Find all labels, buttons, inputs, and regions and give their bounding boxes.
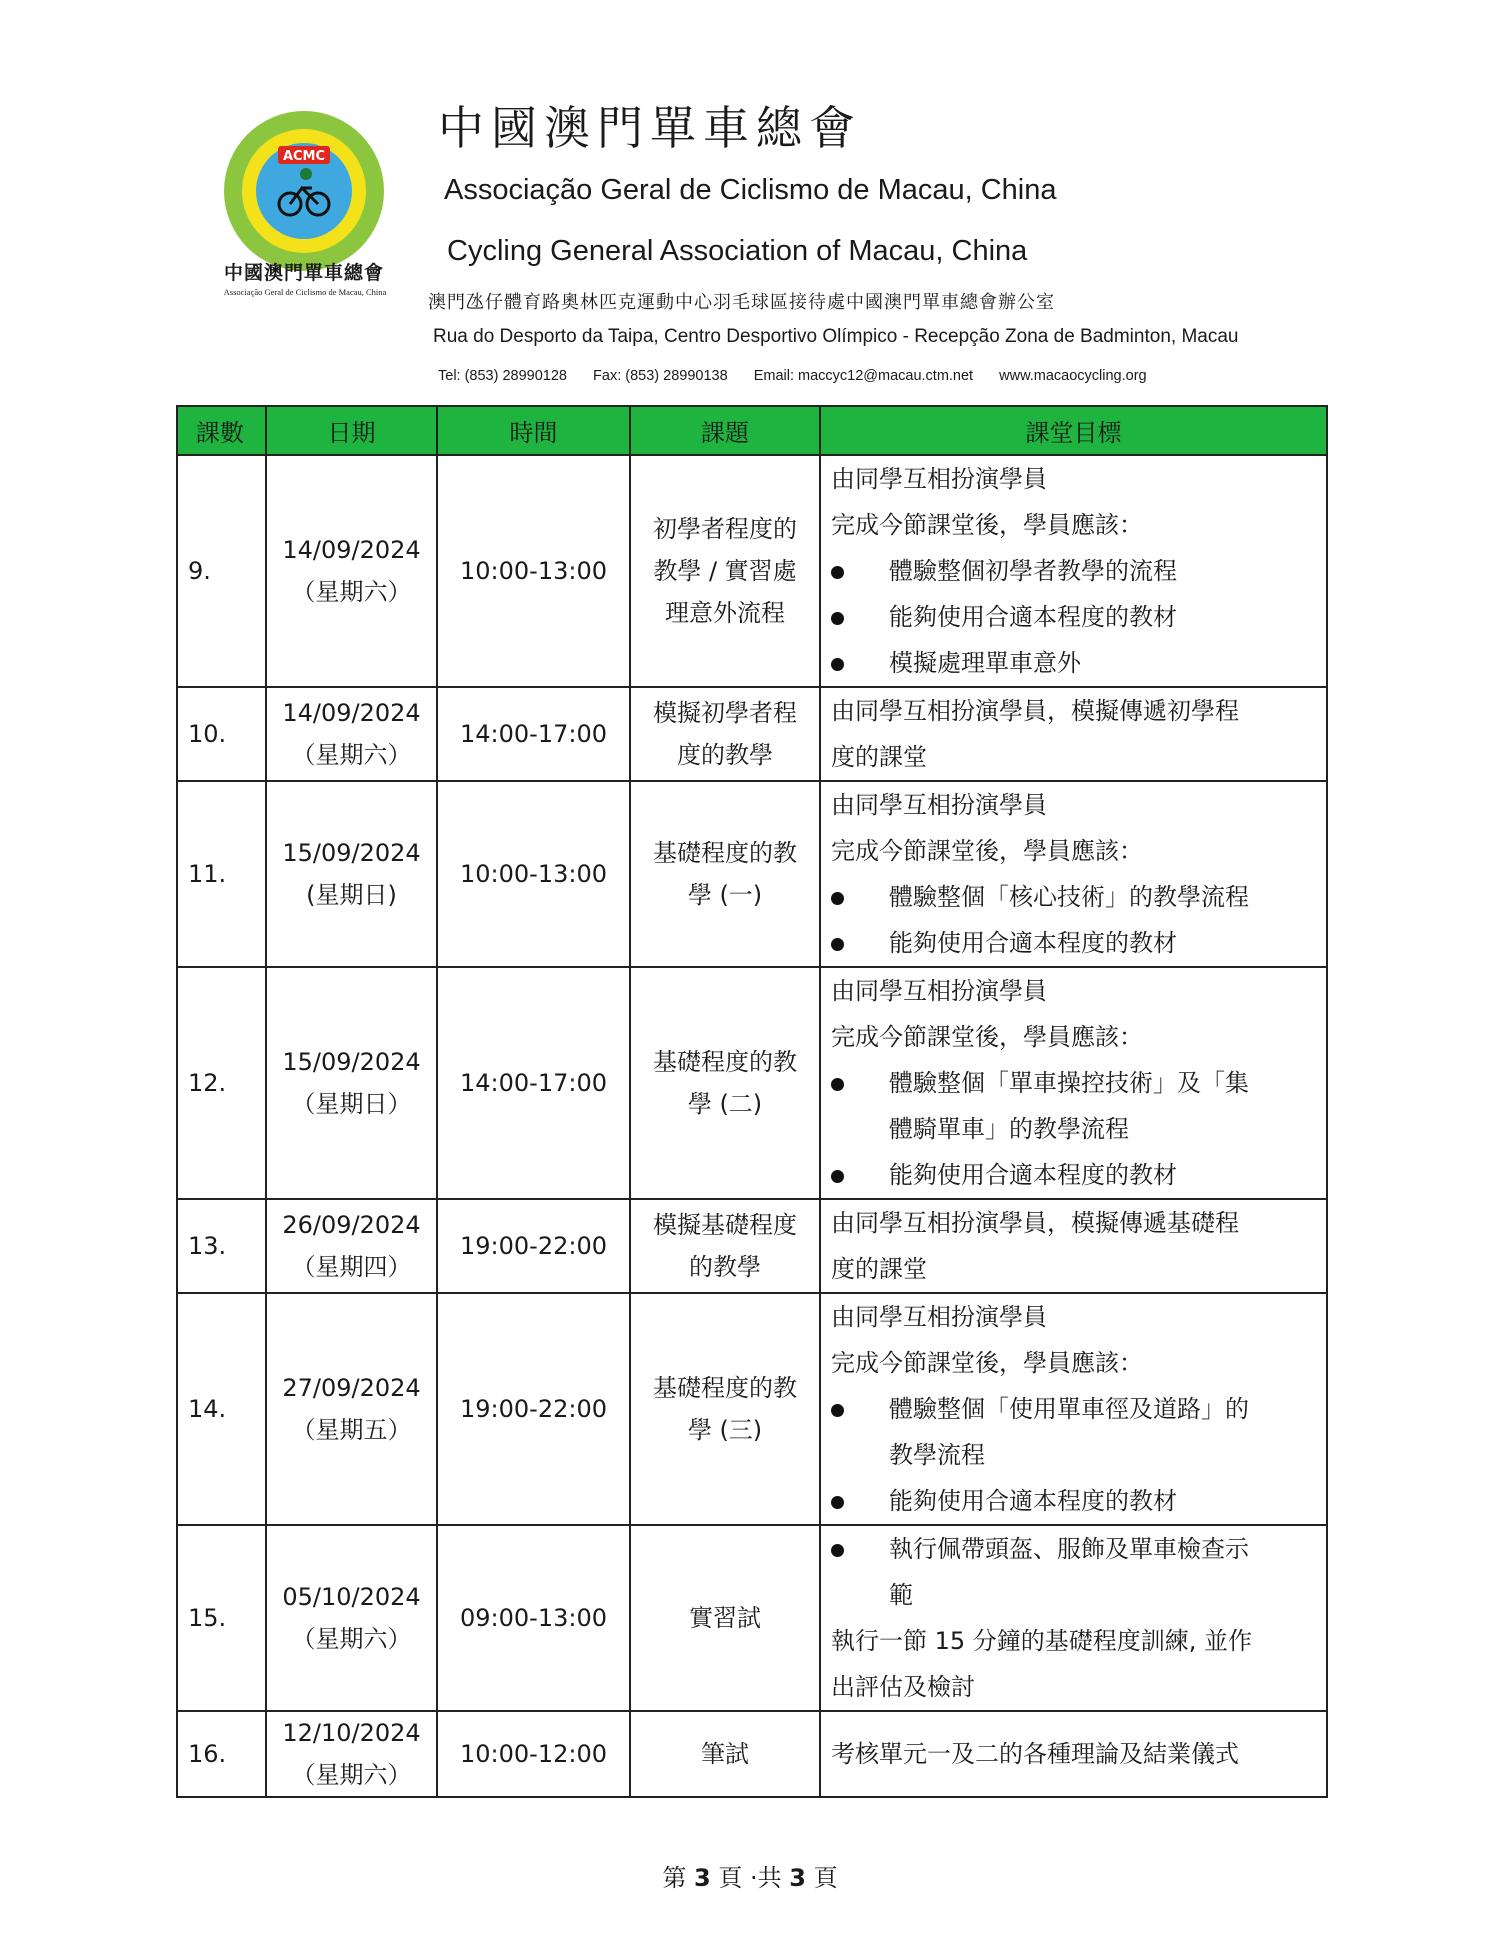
date-value: 14/09/2024	[282, 536, 421, 564]
bullet-text: 能夠使用合適本程度的教材	[889, 1487, 1177, 1515]
lesson-date	[266, 1711, 437, 1797]
bullet-dot-icon	[831, 594, 889, 640]
lesson-topic	[630, 1711, 820, 1797]
topic-line: 學 (三)	[687, 1416, 763, 1444]
contact-tel: Tel: (853) 28990128	[438, 368, 567, 384]
objective-line: 出評估及檢討	[831, 1673, 975, 1701]
topic-line: 學 (二)	[687, 1090, 763, 1118]
objective-line: 完成今節課堂後，學員應該：	[831, 1023, 1143, 1051]
objective-bullet	[831, 1060, 1316, 1152]
bullet-text	[889, 1060, 1249, 1152]
date-value: 05/10/2024	[282, 1583, 421, 1611]
footer-page-number: 3	[694, 1864, 711, 1892]
footer-total-pages: 3	[789, 1864, 806, 1892]
weekday: （星期四）	[291, 1253, 412, 1281]
bullet-dot-icon	[831, 1386, 889, 1432]
lesson-objectives	[820, 781, 1327, 967]
contact-website[interactable]: www.macaocycling.org	[999, 368, 1147, 384]
header-lesson-number: 課數	[177, 406, 266, 455]
objective-bullet	[831, 1152, 1316, 1198]
bullet-text-line: 執行佩帶頭盔、服飾及單車檢查示	[889, 1535, 1249, 1563]
bullet-dot-icon	[831, 1526, 889, 1572]
bullet-dot-icon	[831, 1152, 889, 1198]
date-value: 14/09/2024	[282, 699, 421, 727]
topic-line: 基礎程度的教	[653, 1048, 797, 1076]
bullet-text: 能夠使用合適本程度的教材	[889, 603, 1177, 631]
lesson-topic	[630, 781, 820, 967]
objective-line: 由同學互相扮演學員，模擬傳遞初學程	[831, 697, 1239, 725]
lesson-date	[266, 455, 437, 687]
topic-line: 實習試	[689, 1604, 761, 1632]
objective-line: 考核單元一及二的各種理論及結業儀式	[831, 1740, 1239, 1768]
date-value: 15/09/2024	[282, 839, 421, 867]
bullet-dot-icon	[831, 1060, 889, 1106]
lesson-date	[266, 781, 437, 967]
table-row	[177, 687, 1327, 781]
lesson-date	[266, 1525, 437, 1711]
objective-line: 由同學互相扮演學員	[831, 465, 1047, 493]
objective-line: 完成今節課堂後，學員應該：	[831, 837, 1143, 865]
page-footer	[0, 1858, 1500, 1893]
footer-mid: 頁 ·共	[718, 1864, 782, 1892]
topic-line: 筆試	[701, 1740, 749, 1768]
lesson-number: 14.	[177, 1293, 266, 1525]
lesson-objectives	[820, 1525, 1327, 1711]
table-row	[177, 1199, 1327, 1293]
lesson-objectives	[820, 1293, 1327, 1525]
lesson-objectives	[820, 1199, 1327, 1293]
lesson-date	[266, 1293, 437, 1525]
topic-line: 理意外流程	[665, 599, 785, 627]
weekday: （星期五）	[291, 1416, 412, 1444]
bullet-text	[889, 1386, 1249, 1478]
table-header-row	[177, 406, 1327, 455]
lesson-number: 12.	[177, 967, 266, 1199]
table-row	[177, 455, 1327, 687]
lesson-topic	[630, 1199, 820, 1293]
address-portuguese: Rua do Desporto da Taipa, Centro Desportivo Olímpico - Recepção Zona de Badminton, Macau	[433, 326, 1239, 347]
lesson-date	[266, 1199, 437, 1293]
bullet-dot-icon	[831, 548, 889, 594]
topic-line: 教學 / 實習處	[653, 557, 797, 585]
lesson-topic	[630, 455, 820, 687]
footer-suffix: 頁	[813, 1864, 838, 1892]
topic-line: 基礎程度的教	[653, 1374, 797, 1402]
lesson-topic	[630, 687, 820, 781]
lesson-time: 10:00-13:00	[437, 781, 630, 967]
weekday: （星期六）	[291, 741, 412, 769]
topic-line: 學 (一)	[687, 881, 763, 909]
topic-line: 的教學	[689, 1253, 761, 1281]
objective-line: 度的課堂	[831, 1255, 927, 1283]
lesson-number: 9.	[177, 455, 266, 687]
contact-fax: Fax: (853) 28990138	[593, 368, 728, 384]
objective-bullet	[831, 594, 1316, 640]
topic-line: 模擬基礎程度	[653, 1211, 797, 1239]
bullet-dot-icon	[831, 874, 889, 920]
lesson-objectives	[820, 1711, 1327, 1797]
weekday: （星期六）	[291, 1761, 412, 1789]
bullet-text-line: 體騎單車」的教學流程	[889, 1115, 1129, 1143]
objective-bullet	[831, 640, 1316, 686]
header-date: 日期	[266, 406, 437, 455]
lesson-objectives	[820, 455, 1327, 687]
bullet-text: 體驗整個初學者教學的流程	[889, 557, 1177, 585]
bullet-text-line: 教學流程	[889, 1441, 985, 1469]
lesson-topic	[630, 1525, 820, 1711]
table-row	[177, 1711, 1327, 1797]
lesson-number: 10.	[177, 687, 266, 781]
lesson-number: 13.	[177, 1199, 266, 1293]
header-objectives: 課堂目標	[820, 406, 1327, 455]
org-english-name: Cycling General Association of Macau, China	[447, 235, 1028, 267]
weekday: （星期日）	[291, 1090, 412, 1118]
bullet-dot-icon	[831, 920, 889, 966]
lesson-time: 14:00-17:00	[437, 687, 630, 781]
weekday: （星期六）	[291, 578, 412, 606]
objective-line: 由同學互相扮演學員	[831, 977, 1047, 1005]
address-chinese: 澳門氹仔體育路奧林匹克運動中心羽毛球區接待處中國澳門單車總會辦公室	[428, 292, 1055, 313]
lesson-topic	[630, 967, 820, 1199]
date-value: 12/10/2024	[282, 1719, 421, 1747]
lesson-time: 09:00-13:00	[437, 1525, 630, 1711]
objective-bullet	[831, 874, 1316, 920]
objective-bullet	[831, 1386, 1316, 1478]
footer-prefix: 第	[662, 1864, 687, 1892]
lesson-time: 10:00-12:00	[437, 1711, 630, 1797]
objective-bullet	[831, 1526, 1316, 1618]
bullet-text: 模擬處理單車意外	[889, 649, 1081, 677]
bullet-text-line: 範	[889, 1581, 913, 1609]
contact-email[interactable]: Email: maccyc12@macau.ctm.net	[753, 368, 974, 384]
weekday: （星期六）	[291, 1625, 412, 1653]
bullet-text: 體驗整個「核心技術」的教學流程	[889, 883, 1249, 911]
table-row	[177, 1525, 1327, 1711]
lesson-time: 14:00-17:00	[437, 967, 630, 1199]
lesson-number: 11.	[177, 781, 266, 967]
schedule-table	[176, 405, 1328, 1798]
table-row	[177, 781, 1327, 967]
lesson-date	[266, 967, 437, 1199]
lesson-objectives	[820, 687, 1327, 781]
objective-line: 由同學互相扮演學員	[831, 1303, 1047, 1331]
lesson-objectives	[820, 967, 1327, 1199]
bullet-text	[889, 1526, 1249, 1618]
cyclist-head-icon	[300, 168, 312, 180]
logo-chinese-name: 中國澳門單車總會	[223, 262, 384, 284]
objective-line: 度的課堂	[831, 743, 927, 771]
lesson-time: 19:00-22:00	[437, 1293, 630, 1525]
date-value: 26/09/2024	[282, 1211, 421, 1239]
lesson-number: 16.	[177, 1711, 266, 1797]
objective-line: 由同學互相扮演學員	[831, 791, 1047, 819]
bullet-text-line: 體驗整個「單車操控技術」及「集	[889, 1069, 1249, 1097]
header-topic: 課題	[630, 406, 820, 455]
logo-portuguese-name: Associação Geral de Ciclismo de Macau, China	[223, 287, 387, 297]
lesson-time: 19:00-22:00	[437, 1199, 630, 1293]
header-time: 時間	[437, 406, 630, 455]
lesson-time: 10:00-13:00	[437, 455, 630, 687]
org-portuguese-name: Associação Geral de Ciclismo de Macau, China	[444, 174, 1057, 206]
objective-bullet	[831, 548, 1316, 594]
contact-line	[438, 368, 1169, 384]
table-row	[177, 1293, 1327, 1525]
date-value: 15/09/2024	[282, 1048, 421, 1076]
objective-bullet	[831, 920, 1316, 966]
topic-line: 初學者程度的	[653, 515, 797, 543]
objective-line: 完成今節課堂後，學員應該：	[831, 511, 1143, 539]
lesson-topic	[630, 1293, 820, 1525]
objective-line: 由同學互相扮演學員，模擬傳遞基礎程	[831, 1209, 1239, 1237]
date-value: 27/09/2024	[282, 1374, 421, 1402]
bullet-dot-icon	[831, 1478, 889, 1524]
topic-line: 基礎程度的教	[653, 839, 797, 867]
objective-bullet	[831, 1478, 1316, 1524]
lesson-date	[266, 687, 437, 781]
bullet-dot-icon	[831, 640, 889, 686]
topic-line: 模擬初學者程	[653, 699, 797, 727]
objective-line: 完成今節課堂後，學員應該：	[831, 1349, 1143, 1377]
org-chinese-name: 中國澳門單車總會	[438, 101, 862, 155]
objective-line: 執行一節 15 分鐘的基礎程度訓練, 並作	[831, 1627, 1253, 1655]
bullet-text: 能夠使用合適本程度的教材	[889, 929, 1177, 957]
topic-line: 度的教學	[677, 741, 773, 769]
bullet-text-line: 體驗整個「使用單車徑及道路」的	[889, 1395, 1249, 1423]
weekday: (星期日)	[306, 881, 397, 909]
table-body	[177, 455, 1327, 1797]
logo-badge-text: ACMC	[282, 149, 326, 164]
lesson-number: 15.	[177, 1525, 266, 1711]
table-row	[177, 967, 1327, 1199]
bullet-text: 能夠使用合適本程度的教材	[889, 1161, 1177, 1189]
